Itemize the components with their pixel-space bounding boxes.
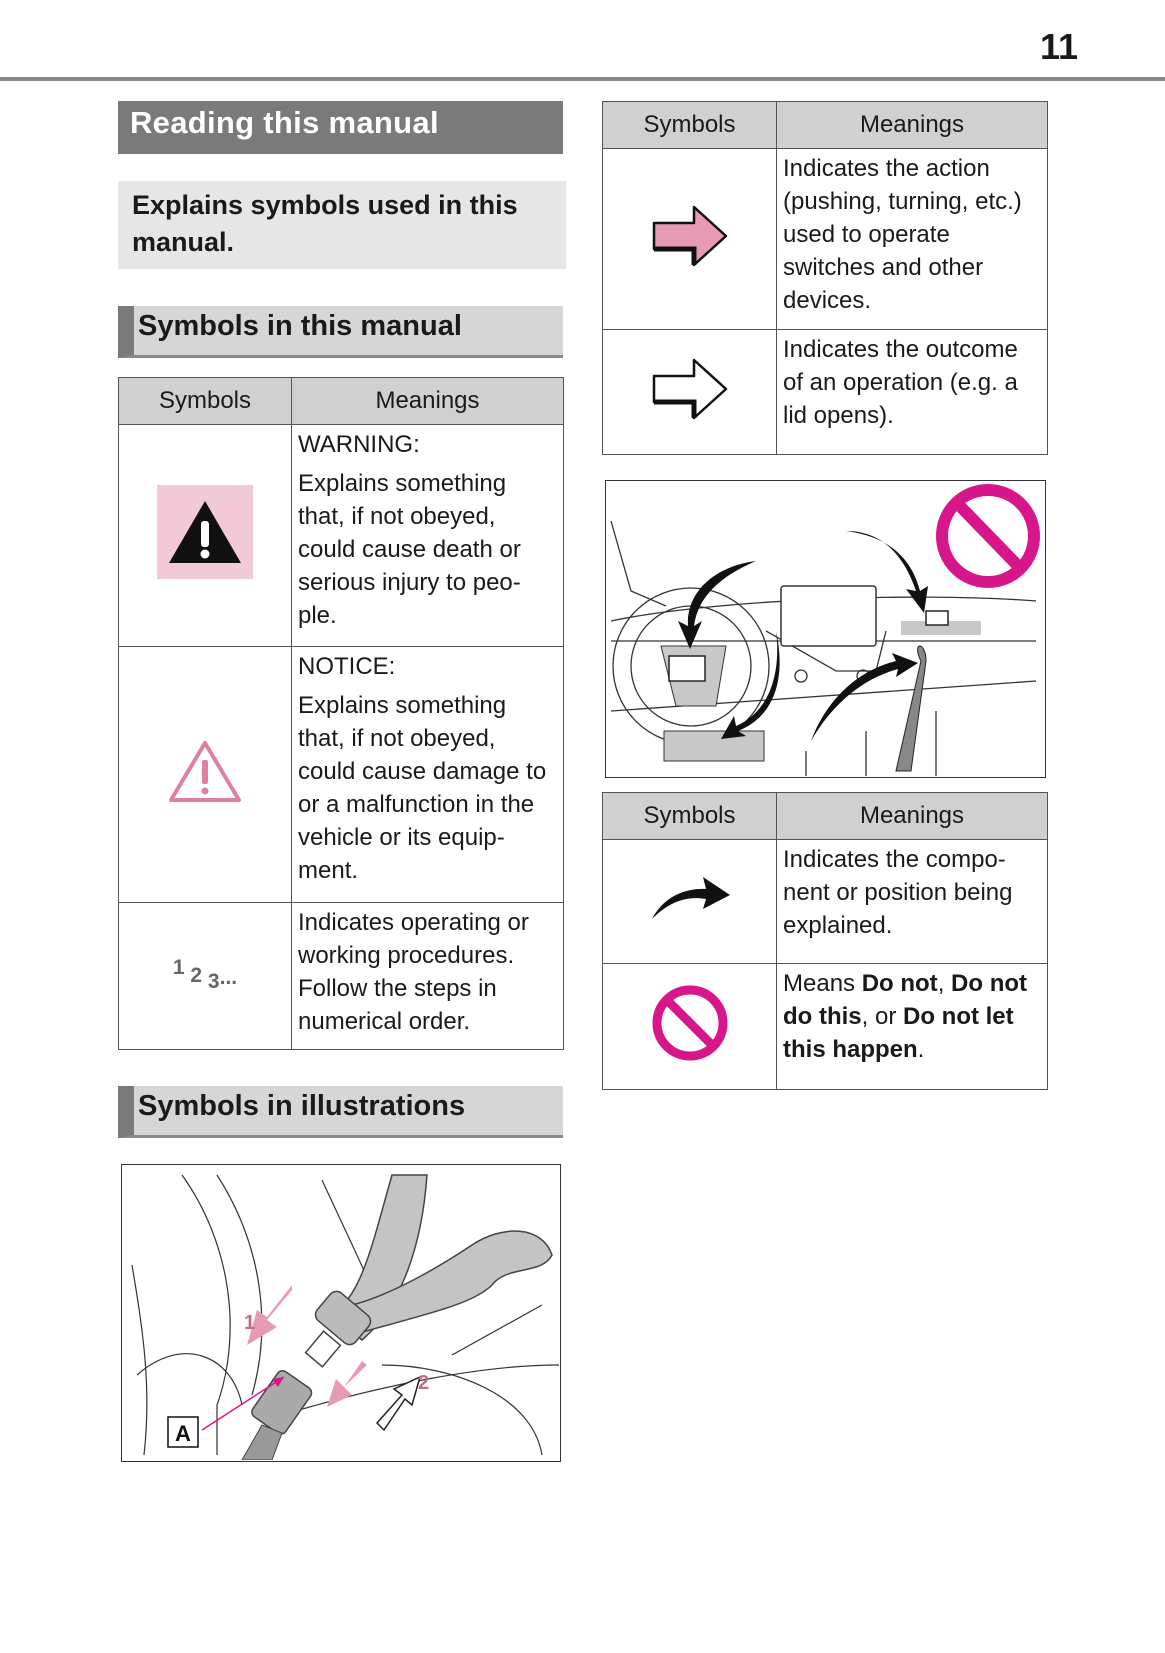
seatbelt-illustration	[121, 1164, 561, 1462]
step-3: 3	[207, 970, 220, 993]
curved-black-arrow-icon	[648, 873, 732, 923]
pink-arrow-icon	[650, 203, 730, 269]
header-rule	[0, 77, 1165, 81]
action-text: Indicates the action (pushing, turning, etc.) used to operate switches and other devices.	[777, 149, 1048, 330]
header-meanings: Meanings	[777, 793, 1048, 840]
header-symbols: Symbols	[603, 793, 777, 840]
notice-triangle-icon	[167, 738, 243, 804]
dashboard-illustration	[605, 480, 1046, 778]
bold-do-not-let-this-happen: Do not let this happen	[783, 1003, 1014, 1063]
prohibition-icon	[650, 983, 730, 1063]
outline-arrow-icon	[650, 356, 730, 422]
table-row	[119, 903, 564, 1050]
outcome-text: Indicates the outcome of an operation (e.g. a lid opens).	[777, 330, 1048, 455]
action-symbols-table	[602, 101, 1048, 455]
table-header-row	[119, 378, 564, 425]
step-label-1: 1	[244, 1312, 256, 1334]
step-label-2: 2	[418, 1372, 430, 1394]
section-heading-symbols-manual: Symbols in this manual	[118, 306, 563, 358]
text-part: Means	[783, 970, 862, 997]
table-row	[119, 425, 564, 647]
text-part: ,	[937, 970, 952, 997]
step-2: 2	[190, 964, 203, 987]
intro-box: Explains symbols used in this manual.	[118, 181, 566, 269]
header-symbols: Symbols	[603, 102, 777, 149]
symbols-table	[118, 377, 564, 1050]
table-header-row	[603, 102, 1048, 149]
table-row	[119, 647, 564, 903]
header-meanings: Meanings	[292, 378, 564, 425]
page-number: 11	[1040, 26, 1079, 67]
prohibition-text	[777, 964, 1048, 1090]
bold-do-not: Do not	[861, 970, 938, 997]
text-part: , or	[861, 1003, 903, 1030]
table-row	[603, 149, 1048, 330]
step-1: 1	[172, 956, 185, 979]
page-title: Reading this manual	[118, 101, 563, 154]
illustration-symbols-table	[602, 792, 1048, 1090]
label-a: A	[175, 1421, 191, 1446]
table-row	[603, 840, 1048, 964]
header-symbols: Symbols	[119, 378, 292, 425]
table-row	[603, 964, 1048, 1090]
text-part: .	[917, 1036, 925, 1063]
procedure-text: Indicates operating or working procedures. Follow the steps in numerical order.	[292, 903, 564, 1050]
warning-triangle-icon	[157, 485, 253, 579]
warning-text: Explains something that, if not obeyed, could cause death or serious injury to peo-ple.	[298, 470, 521, 629]
header-meanings: Meanings	[777, 102, 1048, 149]
section-heading-symbols-illustrations: Symbols in illustrations	[118, 1086, 563, 1138]
warning-label: WARNING:	[298, 431, 420, 458]
bold-do-not-do-this: Do not do this	[783, 970, 1028, 1030]
step-numbers-icon	[119, 903, 292, 1050]
table-row	[603, 330, 1048, 455]
notice-text: Explains something that, if not obeyed, could cause damage to or a malfunction in the vehicle or its equip-ment.	[298, 692, 547, 884]
component-text: Indicates the compo-nent or position being explained.	[777, 840, 1048, 964]
step-dots: ...	[219, 966, 238, 989]
notice-label: NOTICE:	[298, 653, 396, 680]
table-header-row	[603, 793, 1048, 840]
